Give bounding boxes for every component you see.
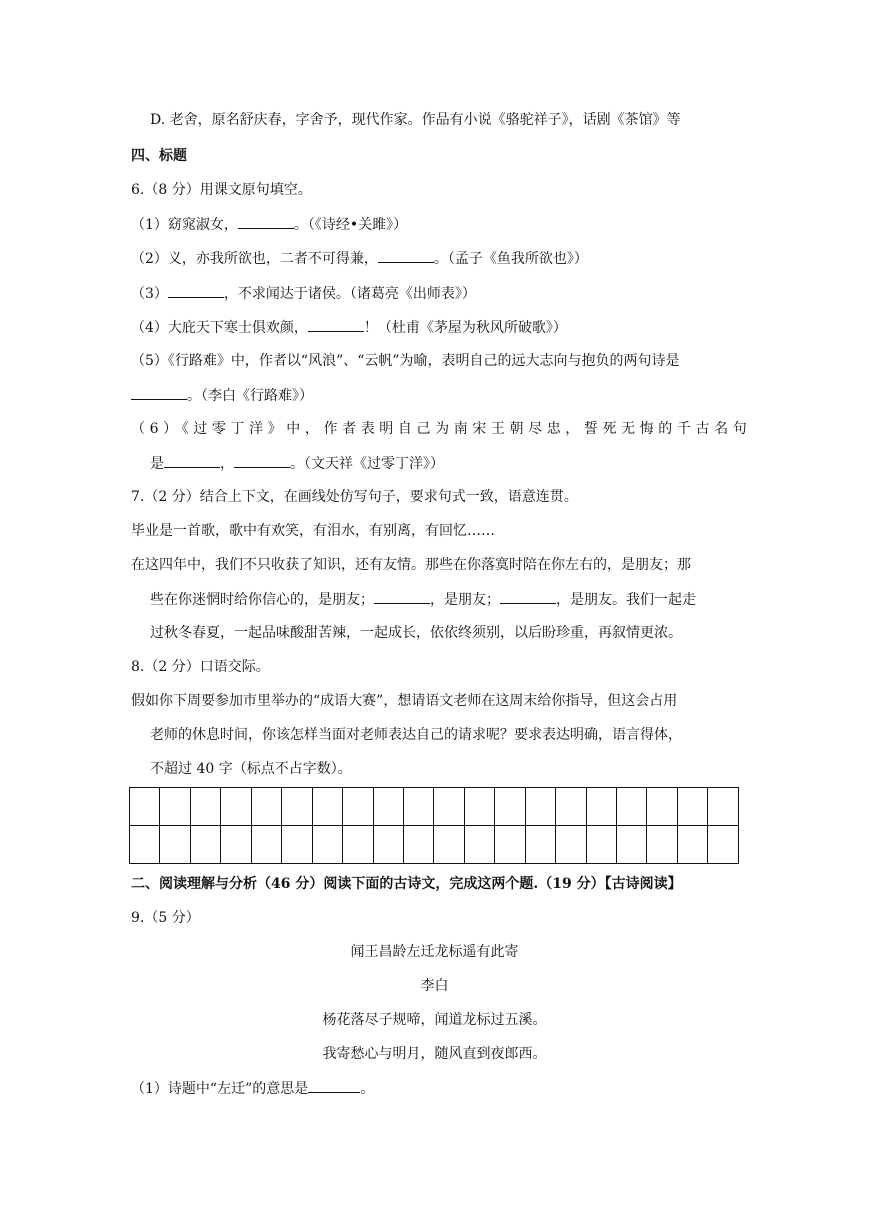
q7-line-3-pre: 些在你迷惘时给你信心的，是朋友；: [150, 592, 374, 608]
q7-stem: 7.（2 分）结合上下文，在画线处仿写句子，要求句式一致，语意连贯。: [131, 489, 578, 505]
q7-line-1: 毕业是一首歌，歌中有欢笑，有泪水，有别离，有回忆……: [131, 523, 495, 539]
q8-line-2: 老师的休息时间，你该怎样当面对老师表达自己的请求呢？要求表达明确，语言得体，: [150, 727, 682, 743]
q6-item-1-pre: （1）窈窕淑女，: [131, 217, 238, 233]
answer-blank[interactable]: [168, 283, 224, 298]
poem-author: 李白: [420, 978, 449, 994]
answer-blank[interactable]: [234, 453, 290, 468]
q6-item-6-pre: 是: [150, 456, 164, 472]
q6-item-2-pre: （2）义，亦我所欲也，二者不可得兼，: [131, 251, 378, 267]
q9-sub-1-post: 。: [360, 1081, 375, 1097]
answer-blank[interactable]: [374, 589, 430, 604]
section-two-title: 二、阅读理解与分析（46 分）阅读下面的古诗文，完成这两个题.（19 分）【古诗阅读】: [131, 876, 682, 892]
q6-item-5-line-1: （5）《行路难》中，作者以“风浪”、“云帆”为喻，表明自己的远大志向与抱负的两句诗是: [131, 353, 680, 369]
q6-item-3-pre: （3）: [131, 286, 168, 302]
answer-grid-row: [130, 788, 739, 826]
answer-blank[interactable]: [308, 317, 364, 332]
answer-grid-row: [130, 826, 739, 864]
q9-sub-1: [131, 1078, 374, 1099]
q8-line-3: 不超过 40 字（标点不占字数）。: [150, 761, 352, 777]
q8-line-1: 假如你下周要参加市里举办的“成语大赛”，想请语文老师在这周末给你指导，但这会占用: [131, 693, 678, 709]
q6-item-1-post: 。（《诗经•关雎》）: [293, 217, 408, 233]
q9-sub-1-pre: （1）诗题中“左迁”的意思是: [131, 1081, 309, 1097]
q6-item-4: [131, 317, 567, 338]
q6-item-2: [131, 248, 588, 269]
q6-item-6-mid: ，: [220, 456, 234, 472]
q6-item-5-post: 。（李白《行路难》）: [187, 388, 313, 404]
q6-item-6-line-2: [150, 453, 444, 474]
answer-blank[interactable]: [238, 214, 294, 229]
option-d-line: D. 老舍，原名舒庆春，字舍予，现代作家。作品有小说《骆驼祥子》，话剧《茶馆》等: [150, 112, 681, 128]
q7-line-4: 过秋冬春夏，一起品味酸甜苦辣，一起成长，依依终须别，以后盼珍重，再叙情更浓。: [150, 625, 682, 641]
q6-item-4-pre: （4）大庇天下寒士俱欢颜，: [131, 320, 308, 336]
q7-line-2: 在这四年中，我们不只收获了知识，还有友情。那些在你落寞时陪在你左右的，是朋友；那: [131, 557, 691, 573]
q6-item-6-post: 。（文天祥《过零丁洋》）: [290, 456, 444, 472]
q8-stem: 8.（2 分）口语交际。: [131, 659, 270, 675]
q6-item-5-line-2: [131, 385, 313, 406]
answer-blank[interactable]: [500, 589, 556, 604]
poem-title: 闻王昌龄左迁龙标遥有此寄: [350, 944, 519, 960]
q7-line-3-post: ，是朋友。我们一起走: [556, 592, 696, 608]
q6-item-4-post: ！（杜甫《茅屋为秋风所破歌》）: [363, 320, 567, 336]
q6-stem: 6.（8 分）用课文原句填空。: [131, 182, 312, 198]
section-four-title: 四、标题: [131, 148, 187, 164]
answer-blank[interactable]: [164, 453, 220, 468]
poem-line-2: 我寄愁心与明月，随风直到夜郎西。: [322, 1046, 547, 1062]
q6-item-2-post: 。（孟子《鱼我所欲也》）: [433, 251, 588, 267]
q6-item-1: [131, 214, 407, 235]
answer-grid[interactable]: [129, 787, 739, 864]
answer-blank[interactable]: [308, 1078, 360, 1093]
q9-stem: 9.（5 分）: [131, 910, 200, 926]
poem-line-1: 杨花落尽子规啼，闻道龙标过五溪。: [322, 1012, 547, 1028]
answer-blank[interactable]: [131, 385, 187, 400]
q7-line-3-mid: ，是朋友；: [430, 592, 500, 608]
q6-item-6-line-1: （6）《过零丁洋》中，作者表明自己为南宋王朝尽忠，誓死无悔的千古名句: [131, 421, 752, 437]
q7-line-3: [150, 589, 696, 610]
q6-item-3-post: ，不求闻达于诸侯。（诸葛亮《出师表》）: [223, 286, 476, 302]
q6-item-3: [131, 283, 476, 304]
answer-blank[interactable]: [378, 248, 434, 263]
